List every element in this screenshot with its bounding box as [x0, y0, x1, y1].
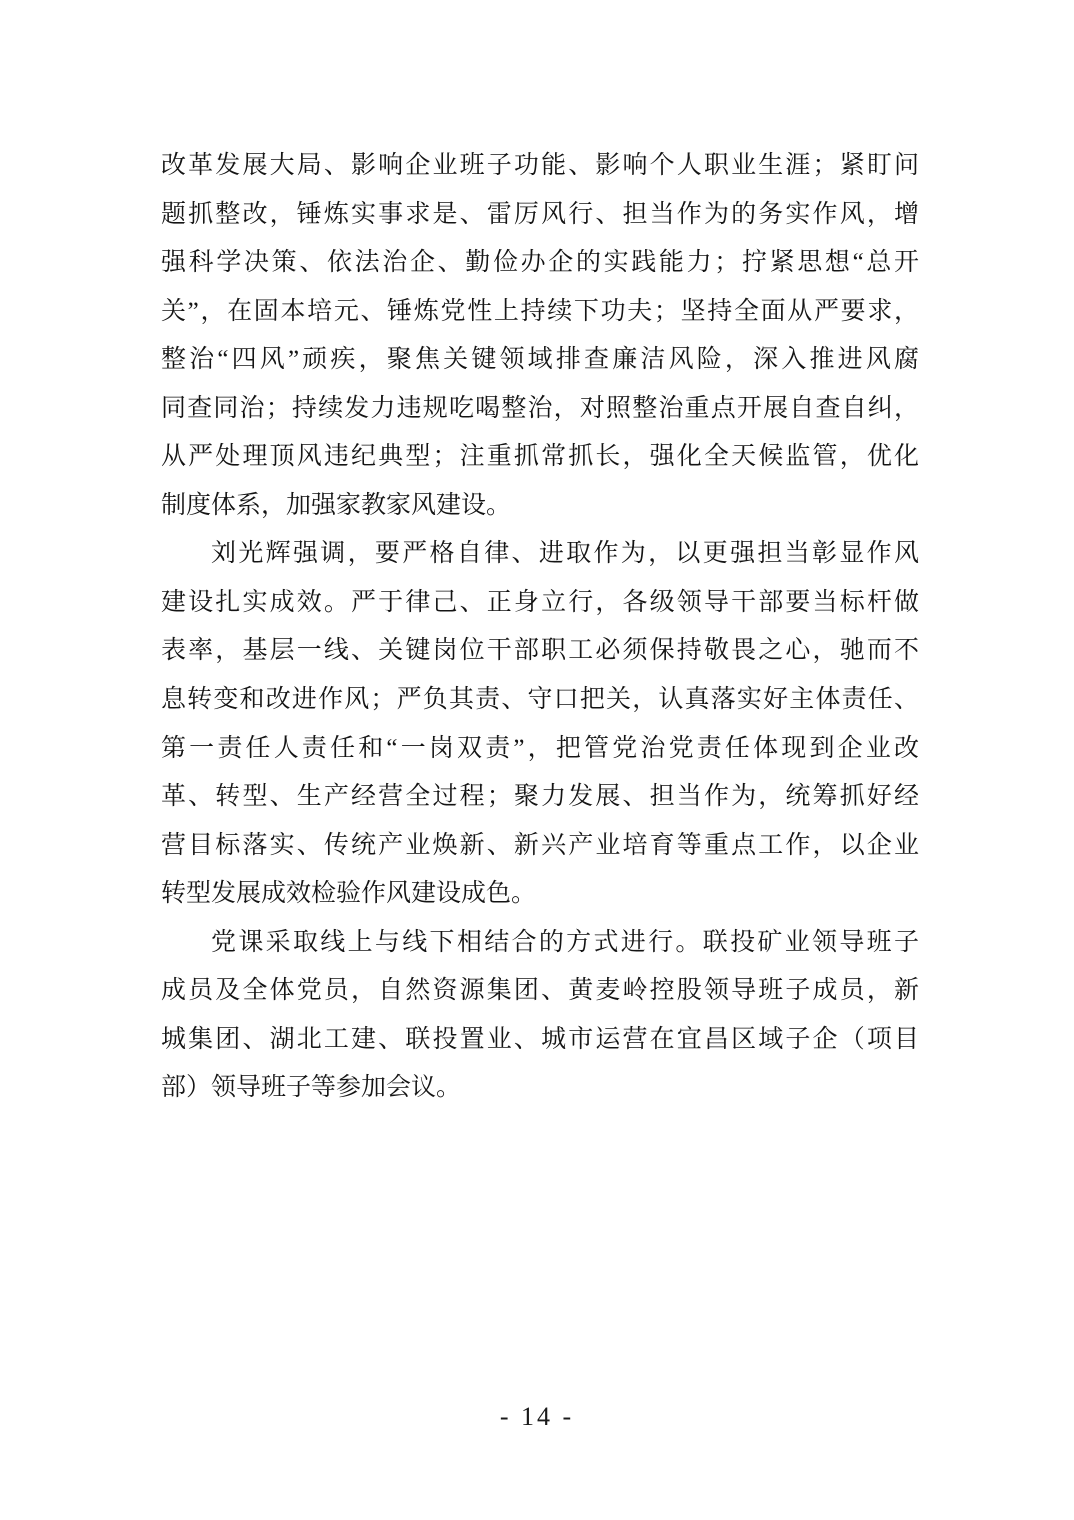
- text-line: 制度体系，加强家教家风建设。: [161, 491, 512, 519]
- text-line: 整治“四风”顽疾，聚焦关键领域排查廉洁风险，深入推进风腐: [161, 346, 919, 374]
- text-line: 关”，在固本培元、锤炼党性上持续下功夫；坚持全面从严要求，: [161, 297, 919, 325]
- paragraph-continuation: [161, 142, 919, 530]
- text-line: 题抓整改，锤炼实事求是、雷厉风行、担当作为的务实作风，增: [161, 200, 919, 228]
- text-line: 部）领导班子等参加会议。: [161, 1074, 462, 1102]
- text-line: 息转变和改进作风；严负其责、守口把关，认真落实好主体责任、: [161, 686, 919, 714]
- text-line: 转型发展成效检验作风建设成色。: [161, 880, 537, 908]
- text-line: 革、转型、生产经营全过程；聚力发展、担当作为，统筹抓好经: [161, 783, 919, 811]
- page-number: - 14 -: [499, 1402, 575, 1431]
- text-line: 同查同治；持续发力违规吃喝整治，对照整治重点开展自查自纠，: [161, 394, 919, 422]
- text-line: 建设扎实成效。严于律己、正身立行，各级领导干部要当标杆做: [161, 588, 919, 616]
- text-line: 成员及全体党员，自然资源集团、黄麦岭控股领导班子成员，新: [161, 977, 919, 1005]
- text-line: 城集团、湖北工建、联投置业、城市运营在宜昌区域子企（项目: [161, 1025, 919, 1053]
- text-line: 党课采取线上与线下相结合的方式进行。联投矿业领导班子: [211, 928, 919, 956]
- text-line: 刘光辉强调，要严格自律、进取作为，以更强担当彰显作风: [211, 540, 919, 568]
- paragraph-liu-guanghui: [161, 530, 919, 918]
- text-line: 营目标落实、传统产业焕新、新兴产业培育等重点工作，以企业: [161, 831, 919, 859]
- text-line: 表率，基层一线、关键岗位干部职工必须保持敬畏之心，驰而不: [161, 637, 919, 665]
- text-line: 第一责任人责任和“一岗双责”，把管党治党责任体现到企业改: [161, 734, 919, 762]
- text-line: 改革发展大局、影响企业班子功能、影响个人职业生涯；紧盯问: [161, 152, 919, 179]
- text-line: 从严处理顶风违纪典型；注重抓常抓长，强化全天候监管，优化: [161, 443, 919, 471]
- text-line: 强科学决策、依法治企、勤俭办企的实践能力；拧紧思想“总开: [161, 249, 919, 277]
- text-block: [161, 142, 919, 1113]
- paragraph-meeting-attendees: [161, 919, 919, 1113]
